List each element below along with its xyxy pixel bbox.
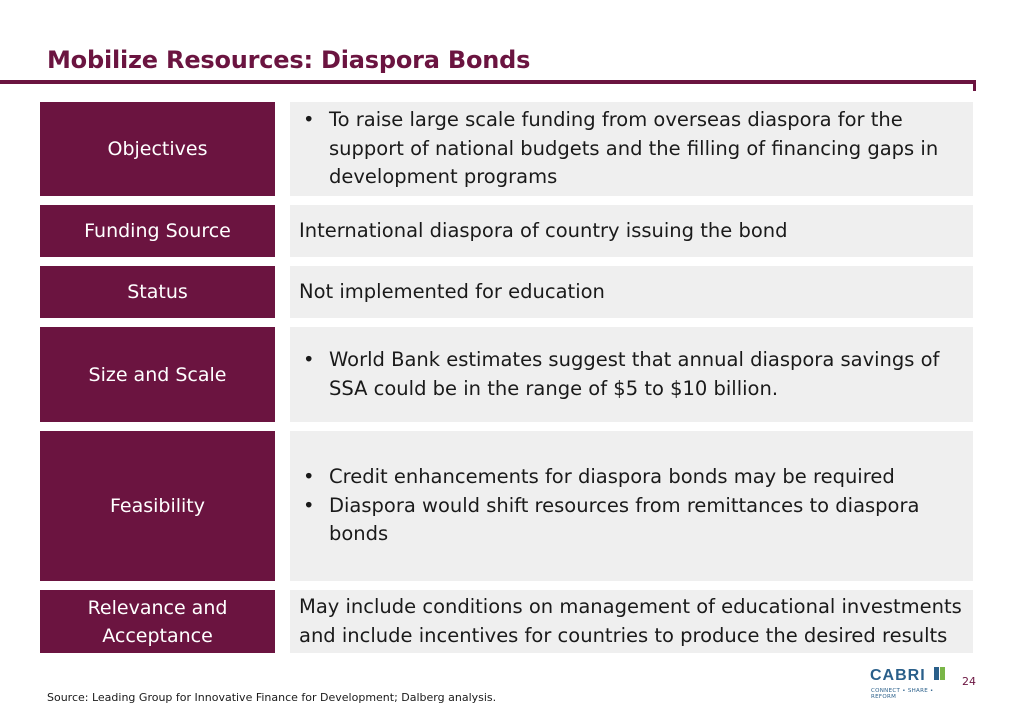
row-label-funding-source: Funding Source: [40, 205, 275, 257]
row-label-feasibility: Feasibility: [40, 431, 275, 581]
bullet-item: [299, 346, 965, 403]
row-label-objectives: Objectives: [40, 102, 275, 196]
bullet-item: [299, 106, 965, 192]
source-note: Source: Leading Group for Innovative Finance for Development; Dalberg analysis.: [47, 691, 497, 704]
cabri-logo: [866, 664, 950, 700]
title-underline-tick: [973, 80, 976, 91]
bullet-dot-icon: •: [303, 108, 315, 132]
cabri-logo-icon: [866, 664, 950, 684]
row-content-relevance-and-acceptance: [290, 590, 973, 653]
row-text: Not implemented for education: [299, 279, 605, 303]
logo-tagline: CONNECT • SHARE • REFORM: [871, 688, 934, 700]
row-content-funding-source: [290, 205, 973, 257]
row-label-status: Status: [40, 266, 275, 318]
row-content-status: [290, 266, 973, 318]
bullet-dot-icon: •: [303, 465, 315, 489]
bullet-text: To raise large scale funding from overseas diaspora for the support of national budgets and the filling of financing gaps in development programs: [329, 108, 939, 189]
row-text: International diaspora of country issuing the bond: [299, 218, 788, 242]
bullet-text: World Bank estimates suggest that annual diaspora savings of SSA could be in the range of $5 to $10 billion.: [329, 348, 940, 400]
row-content-feasibility: [290, 431, 973, 581]
title-underline: [0, 80, 976, 84]
bullet-dot-icon: •: [303, 493, 315, 517]
row-label-size-and-scale: Size and Scale: [40, 327, 275, 422]
row-content-size-and-scale: [290, 327, 973, 422]
row-text: May include conditions on management of educational investments and include incentives for countries to produce the desired results: [299, 595, 962, 647]
slide-title: Mobilize Resources: Diaspora Bonds: [47, 46, 531, 74]
bullet-item: [299, 492, 965, 549]
bullet-text: Credit enhancements for diaspora bonds may be required: [329, 465, 895, 489]
logo-wordmark: CABRI: [870, 667, 926, 684]
row-content-objectives: [290, 102, 973, 196]
bullet-item: [299, 463, 965, 492]
bullet-dot-icon: •: [303, 348, 315, 371]
page-number: 24: [962, 675, 976, 688]
bullet-text: Diaspora would shift resources from remittances to diaspora bonds: [329, 493, 920, 546]
row-label-relevance-and-acceptance: Relevance and Acceptance: [40, 590, 275, 653]
